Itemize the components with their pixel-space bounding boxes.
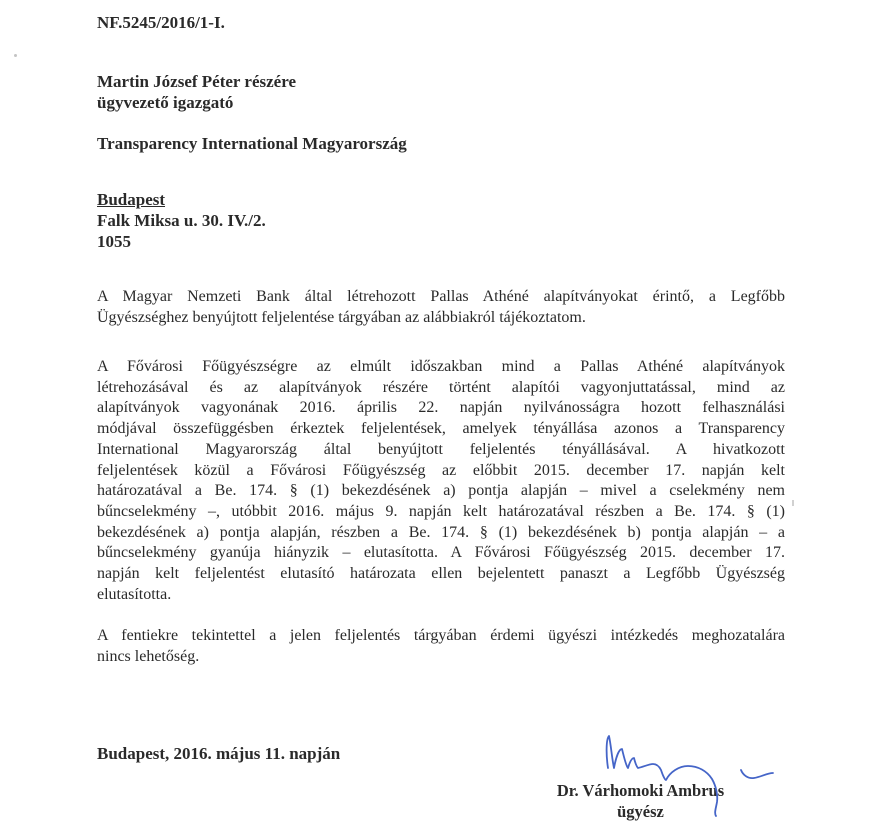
signature-flourish-stroke (741, 770, 773, 778)
address-street: Falk Miksa u. 30. IV./2. (97, 211, 266, 230)
paragraph-line: Ügyészséghez benyújtott feljelentése tárgyában az alábbiakról tájékoztatom. (97, 308, 586, 326)
paragraph-line: módjával összefüggésben érkeztek feljelentések, amelyek tényállása azonos a Transparency (97, 420, 785, 438)
date-line: Budapest, 2016. május 11. napján (97, 744, 341, 763)
paragraph-line: A Magyar Nemzeti Bank által létrehozott Pallas Athéné alapítványokat érintő, a Legfőbb (97, 288, 785, 305)
scan-speck (792, 500, 794, 506)
paragraph-line: International Magyarország által benyújtott feljelentés tényállásával. A hivatkozott (97, 440, 785, 458)
recipient-name: Martin József Péter részére (97, 72, 297, 91)
paragraph-line: bűncselekmény gyanúja hiányzik – elutasította. A Fővárosi Főügyészség 2015. december 17. (97, 544, 785, 562)
recipient-title: ügyvezető igazgató (97, 93, 234, 112)
recipient-organization: Transparency International Magyarország (97, 134, 407, 153)
scan-speck (14, 54, 17, 57)
paragraph-line: nincs lehetőség. (97, 647, 200, 665)
paragraph (97, 287, 785, 328)
paragraph (97, 626, 785, 667)
signatory-name: Dr. Várhomoki Ambrus (556, 781, 725, 800)
paragraph-line: alapítványok vagyonának 2016. április 22. napján nyilvánosságra hozott felhasználási (97, 399, 785, 417)
paragraph-line: bűncselekmény –, utóbbit 2016. május 9. napján kelt határozatával részben a Be. 174. § (1) (97, 502, 785, 520)
paragraph (97, 357, 785, 605)
paragraph-line: bekezdésének a) pontja alapján, részben a Be. 174. § (1) bekezdésének b) pontja alapján – a (97, 523, 785, 541)
paragraph-line: elutasította. (97, 585, 172, 603)
signatory-title: ügyész (617, 801, 664, 821)
reference-number: NF.5245/2016/1-I. (97, 13, 225, 32)
paragraph-line: A fentiekre tekintettel a jelen feljelentés tárgyában érdemi ügyészi intézkedés meghozatalára (97, 627, 785, 644)
paragraph-line: feljelentések közül a Fővárosi Főügyészség az előbbit 2015. december 17. napján kelt (97, 461, 785, 479)
address-postal-code: 1055 (97, 232, 131, 251)
paragraph-line: A Fővárosi Főügyészségre az elmúlt időszakban mind a Pallas Athéné alapítványok (97, 358, 785, 375)
address-city: Budapest (97, 190, 166, 209)
paragraph-line: napján kelt feljelentést elutasító határozata ellen bejelentett panaszt a Legfőbb Ügyészség (97, 565, 785, 583)
paragraph-line: határozatával a Be. 174. § (1) bekezdésének a) pontja alapján – mivel a cselekmény nem (97, 482, 785, 500)
paragraph-line: létrehozásával és az alapítványok részére történt alapítói vagyonjuttatással, mind az (97, 378, 785, 396)
signature-block (533, 781, 748, 822)
